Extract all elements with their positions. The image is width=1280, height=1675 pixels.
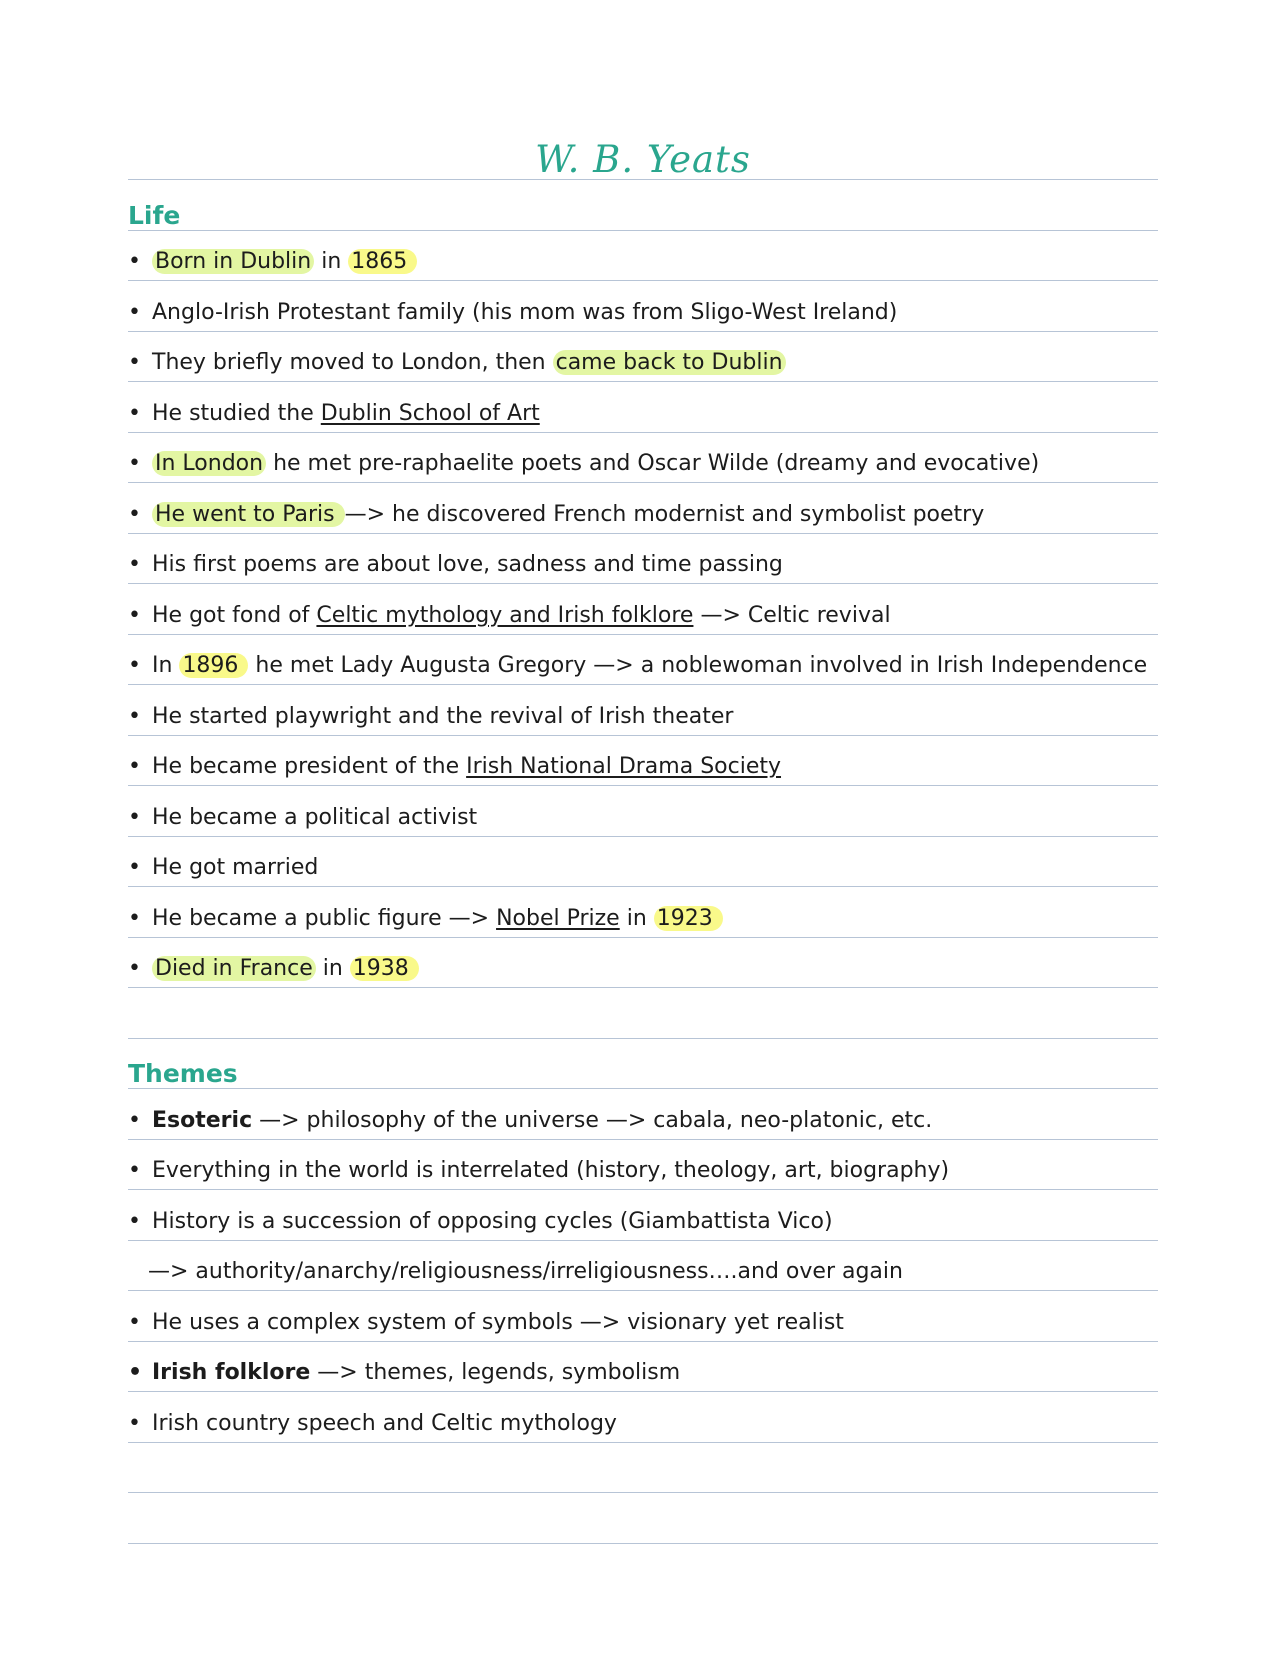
text: He studied the <box>152 400 321 426</box>
life-heading-row <box>128 180 1158 231</box>
highlight: 1865 <box>348 249 417 274</box>
list-item <box>128 433 1158 484</box>
bullet: • <box>128 552 141 577</box>
list-item <box>128 887 1158 938</box>
bullet: • <box>128 653 141 678</box>
list-item <box>128 1342 1158 1393</box>
list-item <box>128 281 1158 332</box>
text: —> Celtic revival <box>693 602 891 628</box>
list-item <box>128 1291 1158 1342</box>
text: His first poems are about love, sadness and time passing <box>152 552 783 577</box>
text: In <box>152 653 180 678</box>
list-item <box>128 1140 1158 1191</box>
text: He started playwright and the revival of Irish theater <box>152 703 734 729</box>
text: he met pre-raphaelite poets and Oscar Wilde (dreamy and evocative) <box>266 451 1040 476</box>
highlight: came back to Dublin <box>553 350 786 375</box>
text: —> he discovered French modernist and symbolist poetry <box>344 501 985 527</box>
text: They briefly moved to London, then <box>152 350 553 375</box>
list-item <box>128 483 1158 534</box>
blank-line <box>128 1493 1158 1544</box>
bold-text: Esoteric <box>152 1107 253 1133</box>
list-item <box>128 938 1158 989</box>
bullet: • <box>128 249 141 274</box>
title-row <box>128 128 1158 180</box>
text: He got married <box>152 855 319 880</box>
list-item <box>128 1089 1158 1140</box>
underlined-text: Celtic mythology and Irish folklore <box>316 602 694 628</box>
themes-heading-row <box>128 1039 1158 1090</box>
text: —> philosophy of the universe —> cabala, neo-platonic, etc. <box>252 1107 933 1133</box>
bullet: • <box>128 1208 141 1234</box>
text: Anglo-Irish Protestant family (his mom was from Sligo-West Ireland) <box>152 299 898 325</box>
list-item <box>128 534 1158 585</box>
text: Everything in the world is interrelated (history, theology, art, biography) <box>152 1158 950 1183</box>
highlight: 1896 <box>179 653 248 678</box>
list-item <box>128 685 1158 736</box>
bullet: • <box>128 1410 141 1436</box>
list-item <box>128 1392 1158 1443</box>
bullet: • <box>128 451 141 476</box>
bullet: • <box>128 1360 143 1385</box>
highlight: In London <box>152 451 266 476</box>
bullet: • <box>128 1158 141 1183</box>
list-item <box>128 635 1158 686</box>
underlined-text: Nobel Prize <box>496 905 620 931</box>
list-item <box>128 1190 1158 1241</box>
highlight: He went to Paris <box>152 502 345 527</box>
bullet: • <box>128 855 141 880</box>
text: he met Lady Augusta Gregory —> a noblewoman involved in Irish Independence <box>248 653 1148 678</box>
bullet: • <box>128 400 141 426</box>
text: He uses a complex system of symbols —> visionary yet realist <box>152 1309 844 1335</box>
bullet: • <box>128 501 141 527</box>
bullet: • <box>128 905 141 931</box>
underlined-text: Dublin School of Art <box>320 400 540 426</box>
text: —> themes, legends, symbolism <box>310 1360 681 1385</box>
text: in <box>619 905 654 931</box>
list-item <box>128 231 1158 282</box>
underlined-text: Irish National Drama Society <box>466 754 782 779</box>
highlight: Born in Dublin <box>152 249 314 274</box>
text: He got fond of <box>152 602 317 628</box>
bullet: • <box>128 703 141 729</box>
page-title: W. B. Yeats <box>535 138 751 181</box>
life-heading: Life <box>128 200 181 230</box>
highlight: Died in France <box>152 956 316 981</box>
text: in <box>315 956 350 981</box>
bold-text: Irish folklore <box>152 1360 311 1385</box>
bullet: • <box>128 956 141 981</box>
bullet: • <box>128 754 141 779</box>
text: He became president of the <box>152 754 467 779</box>
list-item <box>128 1241 1158 1292</box>
highlight: 1923 <box>654 906 723 931</box>
text: —> authority/anarchy/religiousness/irreligiousness….and over again <box>148 1259 903 1284</box>
blank-line <box>128 988 1158 1039</box>
bullet: • <box>128 1309 141 1335</box>
bullet: • <box>128 350 141 375</box>
themes-heading: Themes <box>128 1059 238 1088</box>
bullet: • <box>128 1107 141 1133</box>
list-item <box>128 736 1158 787</box>
notes-page <box>128 128 1158 1544</box>
text: History is a succession of opposing cycles (Giambattista Vico) <box>152 1208 833 1234</box>
list-item <box>128 382 1158 433</box>
list-item <box>128 584 1158 635</box>
bullet: • <box>128 299 141 325</box>
bullet: • <box>128 804 141 830</box>
text: He became a public figure —> <box>152 905 497 931</box>
bullet: • <box>128 602 141 628</box>
text: in <box>314 249 349 274</box>
list-item <box>128 786 1158 837</box>
list-item <box>128 837 1158 888</box>
text: He became a political activist <box>152 804 478 830</box>
list-item <box>128 332 1158 383</box>
text: Irish country speech and Celtic mythology <box>152 1410 617 1436</box>
blank-line <box>128 1443 1158 1494</box>
highlight: 1938 <box>350 956 419 981</box>
